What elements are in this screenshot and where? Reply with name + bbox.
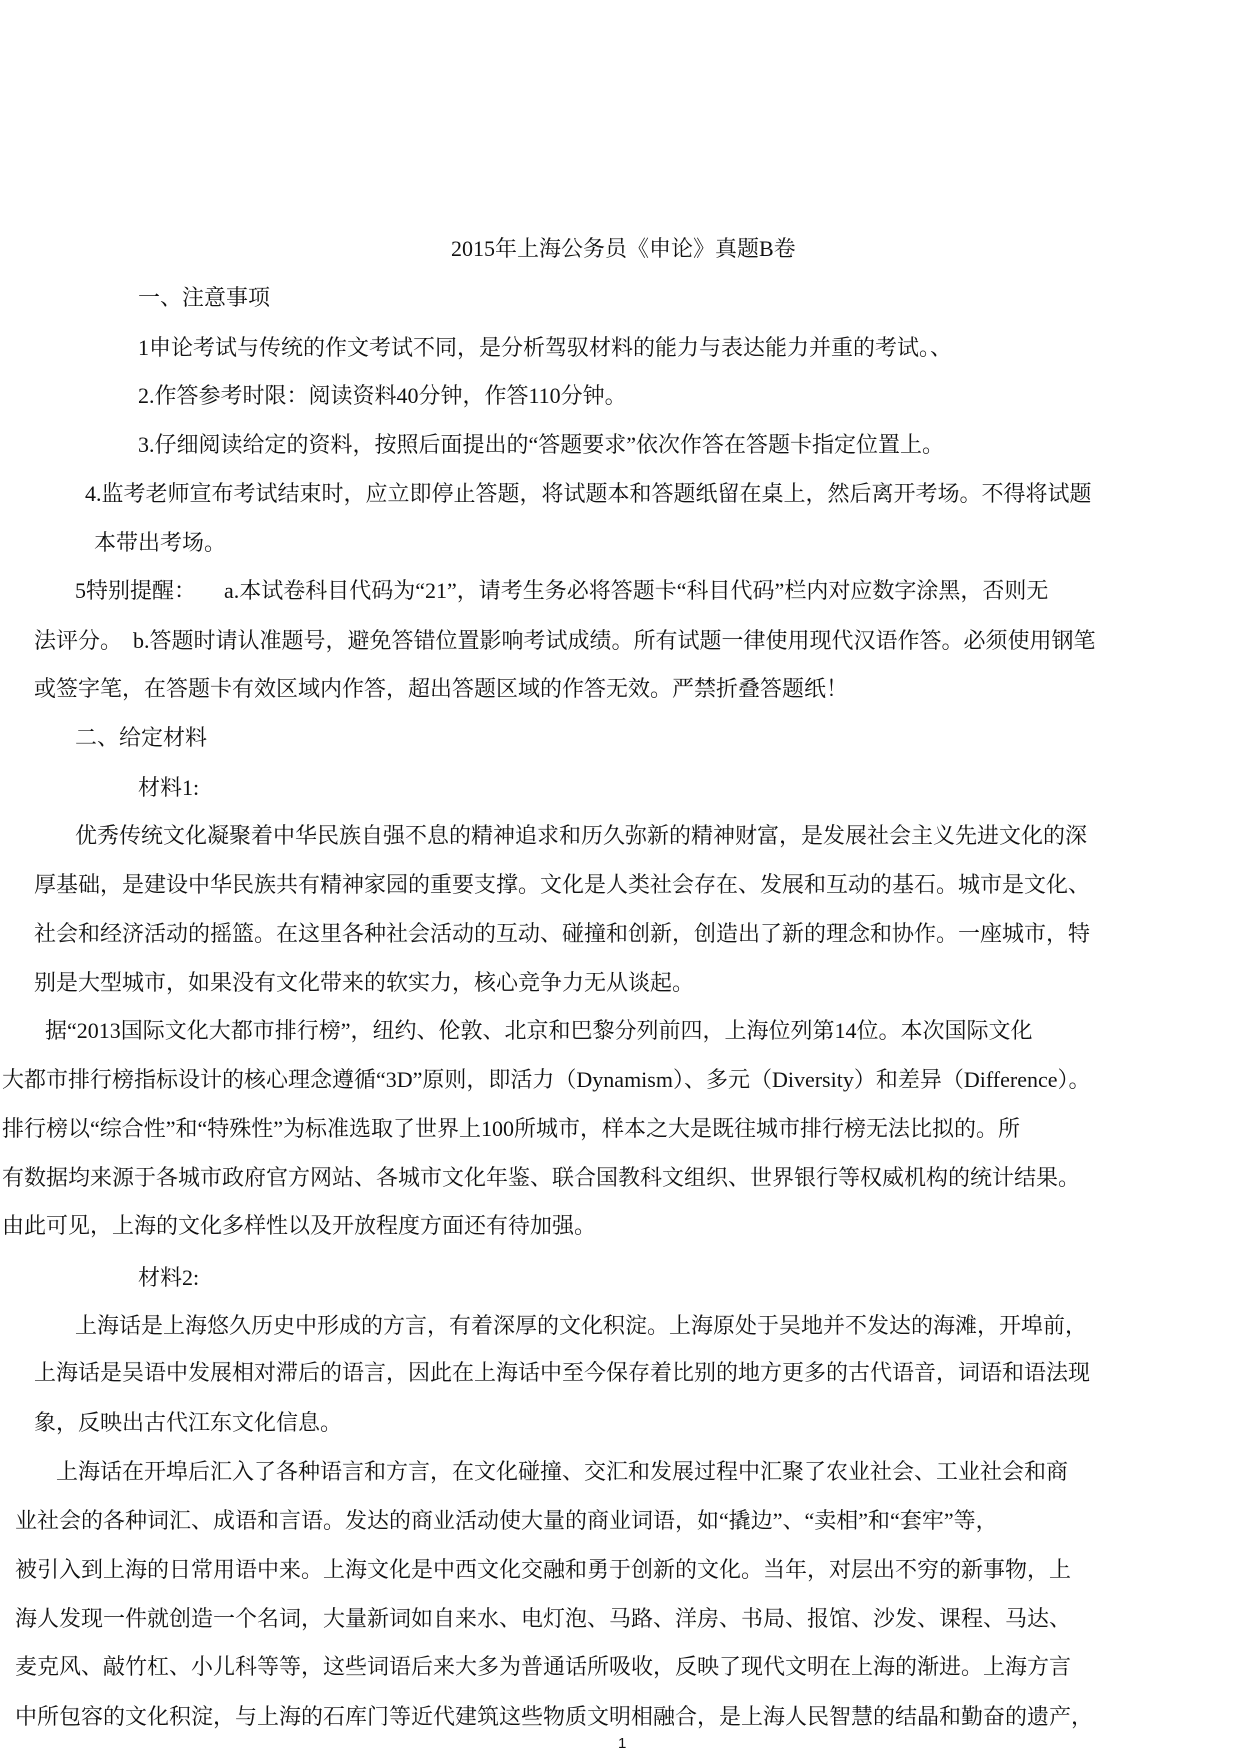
material-1-paragraph-2-line: 排行榜以“综合性”和“特殊性”为标准选取了世界上100所城市，样本之大是既往城市排行榜无法比拟的。所 bbox=[2, 1116, 1021, 1141]
notice-item-4-line: 4.监考老师宣布考试结束时，应立即停止答题，将试题本和答题纸留在桌上，然后离开考场。不得将试题 bbox=[85, 481, 1092, 506]
material-2-paragraph-2-line: 中所包容的文化积淀，与上海的石库门等近代建筑这些物质文明相融合，是上海人民智慧的结晶和勤奋的遗产， bbox=[15, 1704, 1094, 1729]
material-2-paragraph-1-line: 象，反映出古代江东文化信息。 bbox=[34, 1410, 343, 1435]
material-1-label: 材料1: bbox=[138, 775, 200, 800]
notice-item-5-label: 5特别提醒： bbox=[75, 578, 197, 603]
document-title: 2015年上海公务员《申论》真题B卷 bbox=[451, 236, 796, 261]
material-2-paragraph-1-line: 上海话是上海悠久历史中形成的方言，有着深厚的文化积淀。上海原处于吴地并不发达的海滩，开埠前， bbox=[75, 1313, 1088, 1338]
material-1-paragraph-2-line: 由此可见，上海的文化多样性以及开放程度方面还有待加强。 bbox=[2, 1213, 597, 1238]
page-number: 1 bbox=[618, 1735, 627, 1752]
notice-item-3: 3.仔细阅读给定的资料，按照后面提出的“答题要求”依次作答在答题卡指定位置上。 bbox=[138, 432, 945, 457]
material-1-paragraph-1-line: 社会和经济活动的摇篮。在这里各种社会活动的互动、碰撞和创新，创造出了新的理念和协作。一座城市，特 bbox=[34, 921, 1091, 946]
notice-item-5-line: 或签字笔，在答题卡有效区域内作答，超出答题区域的作答无效。严禁折叠答题纸！ bbox=[34, 676, 849, 701]
notice-item-5-line: 法评分。 b.答题时请认准题号，避免答错位置影响考试成绩。所有试题一律使用现代汉语作答。必须使用钢笔 bbox=[34, 628, 1096, 653]
material-1-paragraph-1-line: 优秀传统文化凝聚着中华民族自强不息的精神追求和历久弥新的精神财富，是发展社会主义先进文化的深 bbox=[75, 823, 1088, 848]
material-1-paragraph-1-line: 别是大型城市，如果没有文化带来的软实力，核心竞争力无从谈起。 bbox=[34, 970, 695, 995]
materials-heading: 二、给定材料 bbox=[75, 725, 208, 750]
material-2-paragraph-2-line: 海人发现一件就创造一个名词，大量新词如自来水、电灯泡、马路、洋房、书局、报馆、沙发、课程、马达、 bbox=[15, 1606, 1072, 1631]
notice-item-2: 2.作答参考时限：阅读资料40分钟，作答110分钟。 bbox=[138, 383, 627, 408]
material-1-paragraph-1-line: 厚基础，是建设中华民族共有精神家园的重要支撑。文化是人类社会存在、发展和互动的基石。城市是文化、 bbox=[34, 872, 1091, 897]
notice-item-1: 1申论考试与传统的作文考试不同，是分析驾驭材料的能力与表达能力并重的考试。、 bbox=[138, 335, 953, 360]
notice-item-5-line: a.本试卷科目代码为“21”，请考生务必将答题卡“科目代码”栏内对应数字涂黑，否则无 bbox=[224, 578, 1049, 603]
material-2-paragraph-2-line: 业社会的各种词汇、成语和言语。发达的商业活动使大量的商业词语，如“撬边”、“卖相”和“套牢”等， bbox=[15, 1508, 998, 1533]
material-2-paragraph-2-line: 麦克风、敲竹杠、小儿科等等，这些词语后来大多为普通话所吸收，反映了现代文明在上海的渐进。上海方言 bbox=[15, 1654, 1072, 1679]
material-2-paragraph-2-line: 被引入到上海的日常用语中来。上海文化是中西文化交融和勇于创新的文化。当年，对层出不穷的新事物，上 bbox=[15, 1557, 1072, 1582]
material-1-paragraph-2-line: 有数据均来源于各城市政府官方网站、各城市文化年鉴、联合国教科文组织、世界银行等权威机构的统计结果。 bbox=[2, 1165, 1081, 1190]
material-2-label: 材料2: bbox=[138, 1265, 200, 1290]
material-1-paragraph-2-line: 据“2013国际文化大都市排行榜”，纽约、伦敦、北京和巴黎分列前四，上海位列第14位。本次国际文化 bbox=[45, 1018, 1033, 1043]
material-2-paragraph-1-line: 上海话是吴语中发展相对滞后的语言，因此在上海话中至今保存着比别的地方更多的古代语音，词语和语法现 bbox=[34, 1360, 1091, 1385]
material-2-paragraph-2-line: 上海话在开埠后汇入了各种语言和方言，在文化碰撞、交汇和发展过程中汇聚了农业社会、工业社会和商 bbox=[56, 1459, 1069, 1484]
notice-item-4-line: 本带出考场。 bbox=[94, 530, 227, 555]
notice-heading: 一、注意事项 bbox=[138, 285, 271, 310]
material-1-paragraph-2-line: 大都市排行榜指标设计的核心理念遵循“3D”原则，即活力（Dynamism）、多元（Diversity）和差异（Difference）。 bbox=[2, 1067, 1091, 1092]
